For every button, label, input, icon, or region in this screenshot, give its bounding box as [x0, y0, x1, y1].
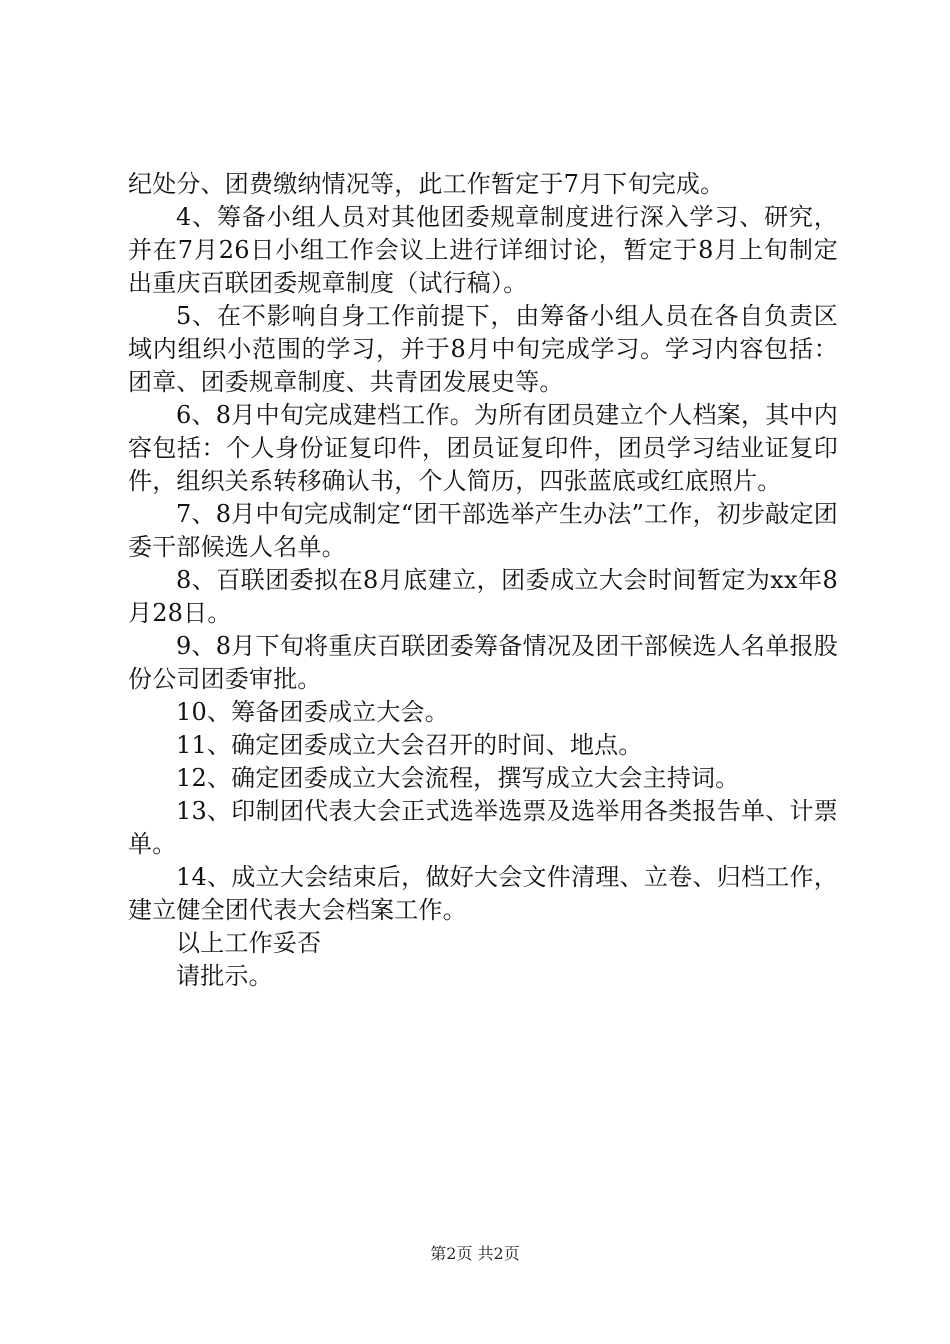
- closing-request: 请批示。: [176, 962, 273, 990]
- paragraph-continuation: 纪处分、团费缴纳情况等，此工作暂定于7月下旬完成。: [128, 170, 725, 198]
- paragraph-item-11: 11、确定团委成立大会召开的时间、地点。: [176, 731, 643, 759]
- paragraph-item-8: 8、百联团委拟在8月底建立，团委成立大会时间暂定为xx年8月28日。: [128, 566, 838, 627]
- paragraph-item-13: 13、印制团代表大会正式选举选票及选举用各类报告单、计票单。: [128, 797, 838, 858]
- document-body: [128, 168, 838, 993]
- paragraph-item-9: 9、8月下旬将重庆百联团委筹备情况及团干部候选人名单报股份公司团委审批。: [128, 632, 838, 693]
- paragraph-item-5: 5、在不影响自身工作前提下，由筹备小组人员在各自负责区域内组织小范围的学习，并于8月中旬完成学习。学习内容包括：团章、团委规章制度、共青团发展史等。: [128, 302, 838, 396]
- paragraph-item-7: 7、8月中旬完成制定“团干部选举产生办法”工作，初步敲定团委干部候选人名单。: [128, 500, 838, 561]
- page-number-footer: 第2页 共2页: [430, 1244, 520, 1263]
- paragraph-item-6: 6、8月中旬完成建档工作。为所有团员建立个人档案，其中内容包括：个人身份证复印件，团员证复印件，团员学习结业证复印件，组织关系转移确认书，个人简历，四张蓝底或红底照片。: [128, 401, 838, 495]
- paragraph-item-10: 10、筹备团委成立大会。: [176, 698, 449, 726]
- closing-line: 以上工作妥否: [176, 929, 322, 957]
- paragraph-item-12: 12、确定团委成立大会流程，撰写成立大会主持词。: [176, 764, 740, 792]
- paragraph-item-4: 4、筹备小组人员对其他团委规章制度进行深入学习、研究，并在7月26日小组工作会议上进行详细讨论，暂定于8月上旬制定出重庆百联团委规章制度（试行稿）。: [128, 203, 838, 297]
- paragraph-item-14: 14、成立大会结束后，做好大会文件清理、立卷、归档工作，建立健全团代表大会档案工作。: [128, 863, 838, 924]
